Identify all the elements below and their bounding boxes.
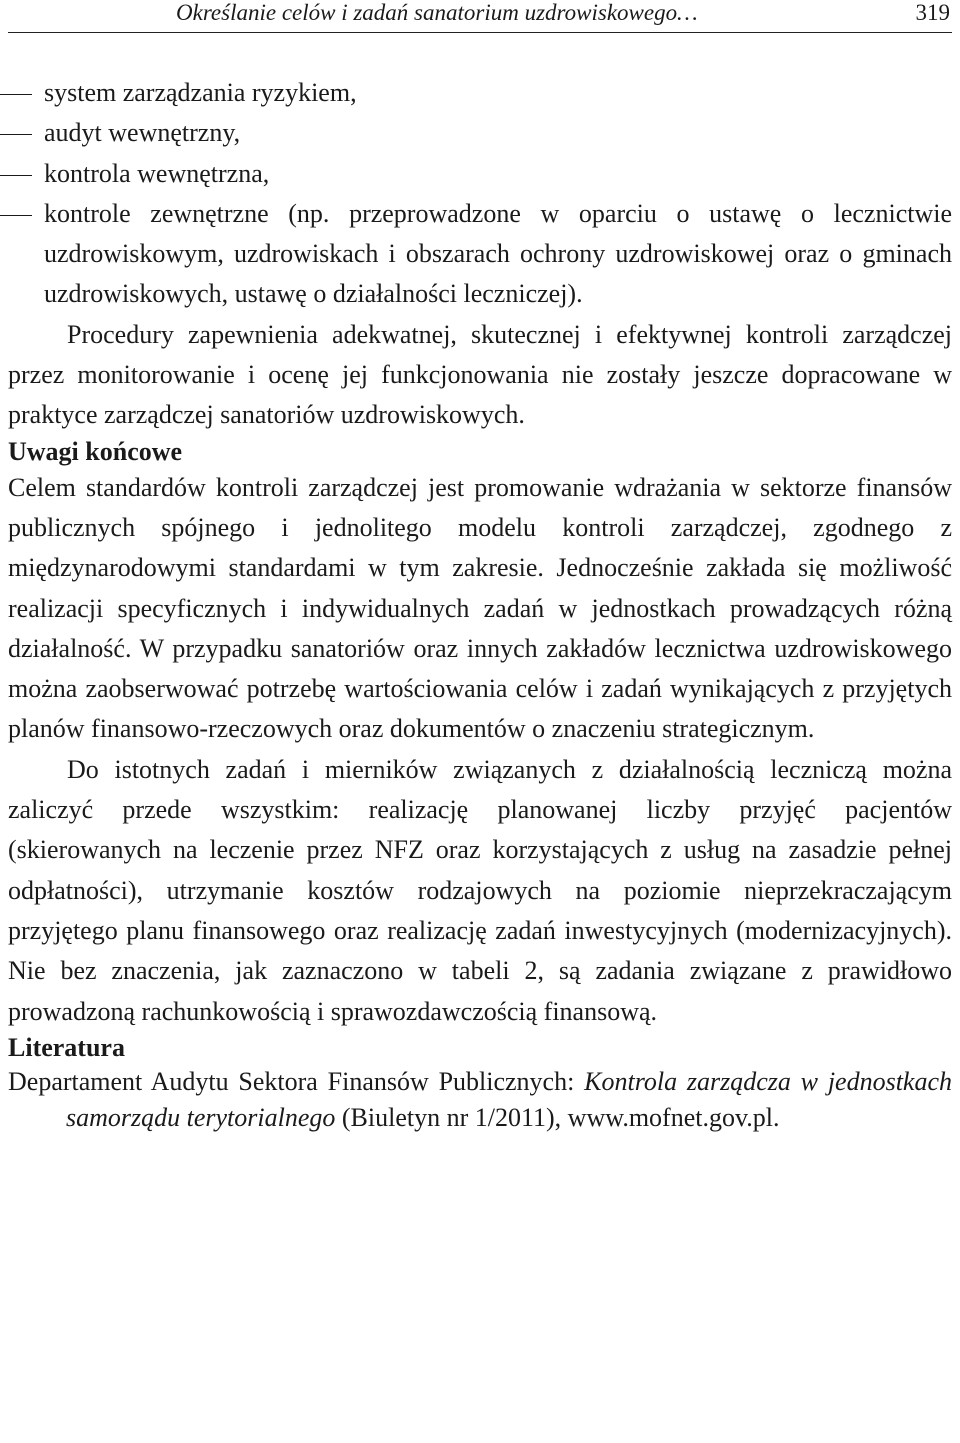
list-item-text: system zarządzania ryzykiem, bbox=[44, 78, 357, 107]
section-heading-literature: Literatura bbox=[8, 1032, 125, 1062]
list-item-text: kontrole zewnętrzne (np. przeprowadzone w oparciu o ustawę o lecznictwie uzdrowiskowym, uzdrowiskach i obszarach ochrony uzdrowiskowej oraz o gminach uzdrowiskowych, ustawę o działalności leczniczej). bbox=[44, 198, 952, 309]
paragraph-conclusions-2: Do istotnych zadań i mierników związanych z działalnością leczniczą można zaliczyć przede wszystkim: realizację planowanej liczby przyjęć pacjentów (skierowanych na leczenie przez NFZ oraz korzystających z usług na zasadzie pełnej odpłatności), utrzymanie kosztów rodzajowych na poziomie nieprzekraczającym przyjętego planu finansowego oraz realizację zadań inwestycyjnych (modernizacyjnych). Nie bez znaczenia, jak zaznaczono w tabeli 2, są zadania związane z prawidłowo prowadzoną rachunkowością i sprawozdawczością finansową. bbox=[8, 754, 952, 1026]
list-item bbox=[8, 154, 952, 194]
list-item-text: kontrola wewnętrzna, bbox=[44, 158, 270, 188]
list-item bbox=[8, 73, 952, 113]
page-number: 319 bbox=[915, 0, 950, 25]
control-elements-list bbox=[8, 73, 952, 315]
list-item bbox=[8, 194, 952, 315]
list-item bbox=[8, 113, 952, 153]
bibliography-author: Departament Audytu Sektora Finansów Publicznych: bbox=[8, 1066, 585, 1096]
running-header bbox=[8, 0, 952, 33]
bibliography-title: Kontrola zarządcza w jednostkach samorządu terytorialnego bbox=[66, 1066, 953, 1132]
paragraph-procedures: Procedury zapewnienia adekwatnej, skutecznej i efektywnej kontroli zarządczej przez monitorowanie i ocenę jej funkcjonowania nie zostały jeszcze dopracowane w praktyce zarządczej sanatoriów uzdrowiskowych. bbox=[8, 319, 952, 430]
paragraph-conclusions-1: Celem standardów kontroli zarządczej jest promowanie wdrażania w sektorze finansów publicznych spójnego i jednolitego modelu kontroli zarządczej, zgodnego z międzynarodowymi standardami w tym zakresie. Jednocześnie zakłada się możliwość realizacji specyficznych i indywidualnych zadań w jednostkach prowadzących różną działalność. W przypadku sanatoriów oraz innych zakładów lecznictwa uzdrowiskowego można zaobserwować potrzebę wartościowania celów i zadań wynikających z przyjętych planów finansowo-rzeczowych oraz dokumentów o znaczeniu strategicznym. bbox=[8, 472, 952, 744]
list-item-text: audyt wewnętrzny, bbox=[44, 118, 241, 148]
page bbox=[8, 0, 952, 1136]
section-heading-conclusions: Uwagi końcowe bbox=[8, 436, 183, 466]
body-text bbox=[8, 73, 952, 1136]
running-title: Określanie celów i zadań sanatorium uzdrowiskowego… bbox=[176, 0, 698, 25]
bibliography-details: (Biuletyn nr 1/2011), www.mofnet.gov.pl. bbox=[335, 1102, 780, 1132]
bibliography-entry bbox=[8, 1064, 952, 1136]
